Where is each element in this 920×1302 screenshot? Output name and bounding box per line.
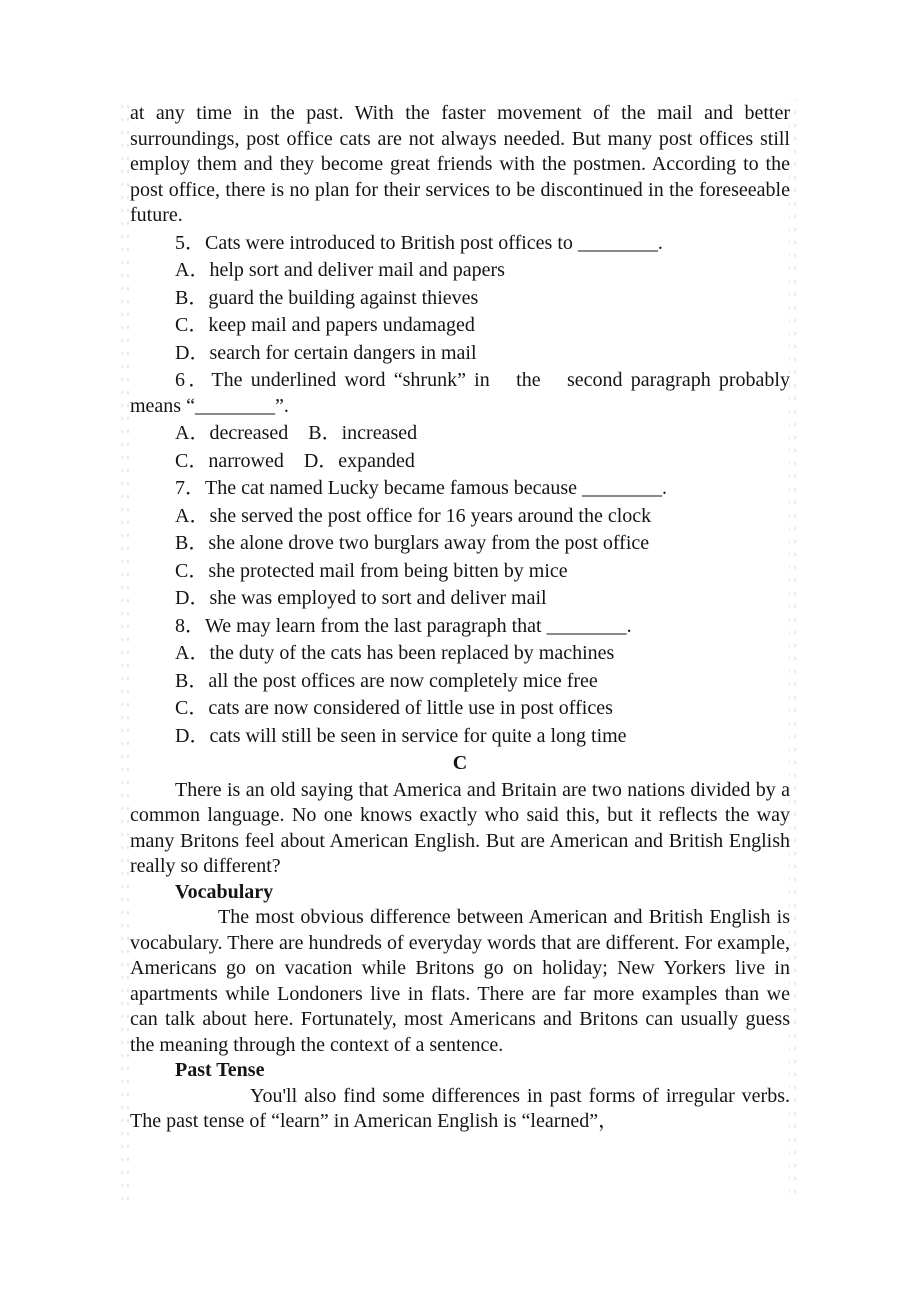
question-8-option-a: A．the duty of the cats has been replaced by machines (175, 642, 615, 664)
passage-c-label: C (452, 752, 468, 774)
question-7-option-c: C．she protected mail from being bitten by mice (175, 559, 568, 582)
question-5-option-a: A．help sort and deliver mail and papers (175, 259, 505, 281)
question-6-options-ab: A．decreased B．increased (175, 422, 418, 444)
question-7-option-b: B．she alone drove two burglars away from the post office (175, 532, 650, 554)
question-5-option-c: C．keep mail and papers undamaged (175, 314, 475, 336)
question-5-option-b: B．guard the building against thieves (175, 286, 479, 309)
scan-noise-left (119, 100, 129, 1200)
question-8-option-c: C．cats are now considered of little use in post offices (175, 697, 613, 719)
question-6-stem: 6．The underlined word “shrunk” in the second paragraph probably means “________”. (130, 369, 790, 417)
past-tense-heading: Past Tense (175, 1059, 265, 1081)
question-5-option-d: D．search for certain dangers in mail (175, 341, 477, 364)
question-7-stem: 7．The cat named Lucky became famous because ________. (175, 477, 668, 499)
question-8-option-d: D．cats will still be seen in service for quite a long time (175, 724, 627, 747)
question-7-option-a: A．she served the post office for 16 years around the clock (175, 504, 652, 527)
vocabulary-paragraph: The most obvious difference between American and British English is vocabulary. There are hundreds of everyday words that are different. For example, Americans go on vacation while Britons go on holiday; New Yorkers live in apartments while Londoners live in flats. There are far more examples than we can talk about here. Fortunately, most Americans and Britons can usually guess the meaning through the context of a sentence. (130, 906, 790, 1056)
past-tense-paragraph: You'll also find some differences in past forms of irregular verbs. The past tense of “learn” in American English is “learned”， (130, 1084, 790, 1132)
question-5-stem: 5．Cats were introduced to British post offices to ________. (175, 231, 663, 254)
question-7-option-d: D．she was employed to sort and deliver mail (175, 587, 547, 609)
vocabulary-heading: Vocabulary (175, 880, 274, 903)
continuation-paragraph: at any time in the past. With the faster movement of the mail and better surroundings, post office cats are not always needed. But many post offices still employ them and they become great friends with the postmen. According to the post office, there is no plan for their services to be discontinued in the foreseeable future. (130, 102, 790, 226)
document-content (130, 101, 790, 1135)
passage-c-intro: There is an old saying that America and Britain are two nations divided by a common language. No one knows exactly who said this, but it reflects the way many Britons feel about American English. But are American and British English really so different? (130, 778, 790, 877)
question-8-option-b: B．all the post offices are now completely mice free (175, 669, 598, 692)
question-8-stem: 8．We may learn from the last paragraph that ________. (175, 614, 632, 637)
scan-noise-right (789, 100, 799, 1200)
question-6-options-cd: C．narrowed D．expanded (175, 449, 415, 472)
